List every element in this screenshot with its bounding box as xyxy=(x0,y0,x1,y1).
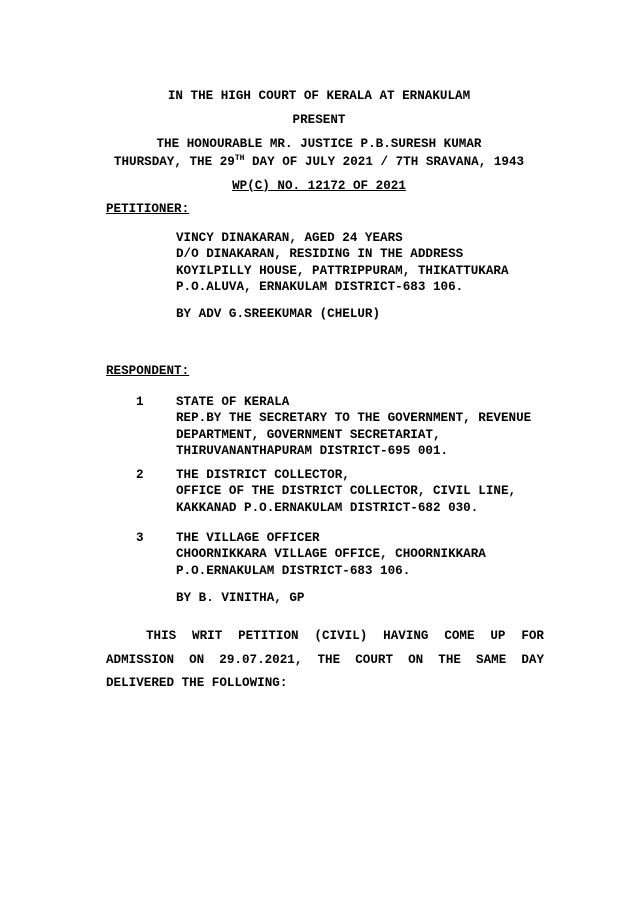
respondent-line: THIRUVANANTHAPURAM DISTRICT-695 001. xyxy=(176,444,449,459)
respondent-line: REP.BY THE SECRETARY TO THE GOVERNMENT, REVENUE xyxy=(176,411,532,426)
petitioner-counsel: BY ADV G.SREEKUMAR (CHELUR) xyxy=(176,307,381,321)
case-number: WP(C) NO. 12172 OF 2021 xyxy=(232,179,406,193)
petitioner-line: KOYILPILLY HOUSE, PATTRIPPURAM, THIKATTUKARA xyxy=(176,263,509,278)
present-label: PRESENT xyxy=(292,113,346,127)
date-prefix: THURSDAY, THE 29 xyxy=(113,155,235,169)
respondent-number: 1 xyxy=(136,395,144,409)
respondent-line: THE VILLAGE OFFICER xyxy=(176,531,320,545)
closing-paragraph-line: ADMISSION ON 29.07.2021, THE COURT ON THE SAME DAY xyxy=(106,653,544,667)
closing-paragraph-line: DELIVERED THE FOLLOWING: xyxy=(106,676,288,690)
judge-line: THE HONOURABLE MR. JUSTICE P.B.SURESH KUMAR xyxy=(156,137,482,151)
respondent-line: KAKKANAD P.O.ERNAKULAM DISTRICT-682 030. xyxy=(176,500,479,515)
petitioner-details xyxy=(176,230,509,296)
court-title: IN THE HIGH COURT OF KERALA AT ERNAKULAM xyxy=(167,89,471,103)
respondent-line: CHOORNIKKARA VILLAGE OFFICE, CHOORNIKKARA xyxy=(176,547,486,562)
petitioner-line: D/O DINAKARAN, RESIDING IN THE ADDRESS xyxy=(176,247,464,262)
respondent-line: THE DISTRICT COLLECTOR, xyxy=(176,468,350,482)
respondent-number: 3 xyxy=(136,531,144,545)
petitioner-line: P.O.ALUVA, ERNAKULAM DISTRICT-683 106. xyxy=(176,280,464,295)
date-line xyxy=(0,154,638,170)
respondent-heading: RESPONDENT: xyxy=(106,364,190,378)
respondent-line: OFFICE OF THE DISTRICT COLLECTOR, CIVIL LINE, xyxy=(176,484,517,499)
date-suffix: DAY OF JULY 2021 / 7TH SRAVANA, 1943 xyxy=(244,155,525,169)
petitioner-line: VINCY DINAKARAN, AGED 24 YEARS xyxy=(176,231,403,245)
petitioner-heading: PETITIONER: xyxy=(106,202,190,216)
respondent-details xyxy=(176,394,531,460)
respondent-line: STATE OF KERALA xyxy=(176,395,290,409)
respondent-counsel: BY B. VINITHA, GP xyxy=(176,591,305,605)
closing-paragraph-line: THIS WRIT PETITION (CIVIL) HAVING COME UP FOR xyxy=(146,629,544,643)
respondent-line: P.O.ERNAKULAM DISTRICT-683 106. xyxy=(176,563,411,578)
date-superscript: TH xyxy=(234,153,245,163)
respondent-line: DEPARTMENT, GOVERNMENT SECRETARIAT, xyxy=(176,427,441,442)
respondent-number: 2 xyxy=(136,468,144,482)
respondent-details xyxy=(176,467,516,516)
respondent-details xyxy=(176,530,486,579)
